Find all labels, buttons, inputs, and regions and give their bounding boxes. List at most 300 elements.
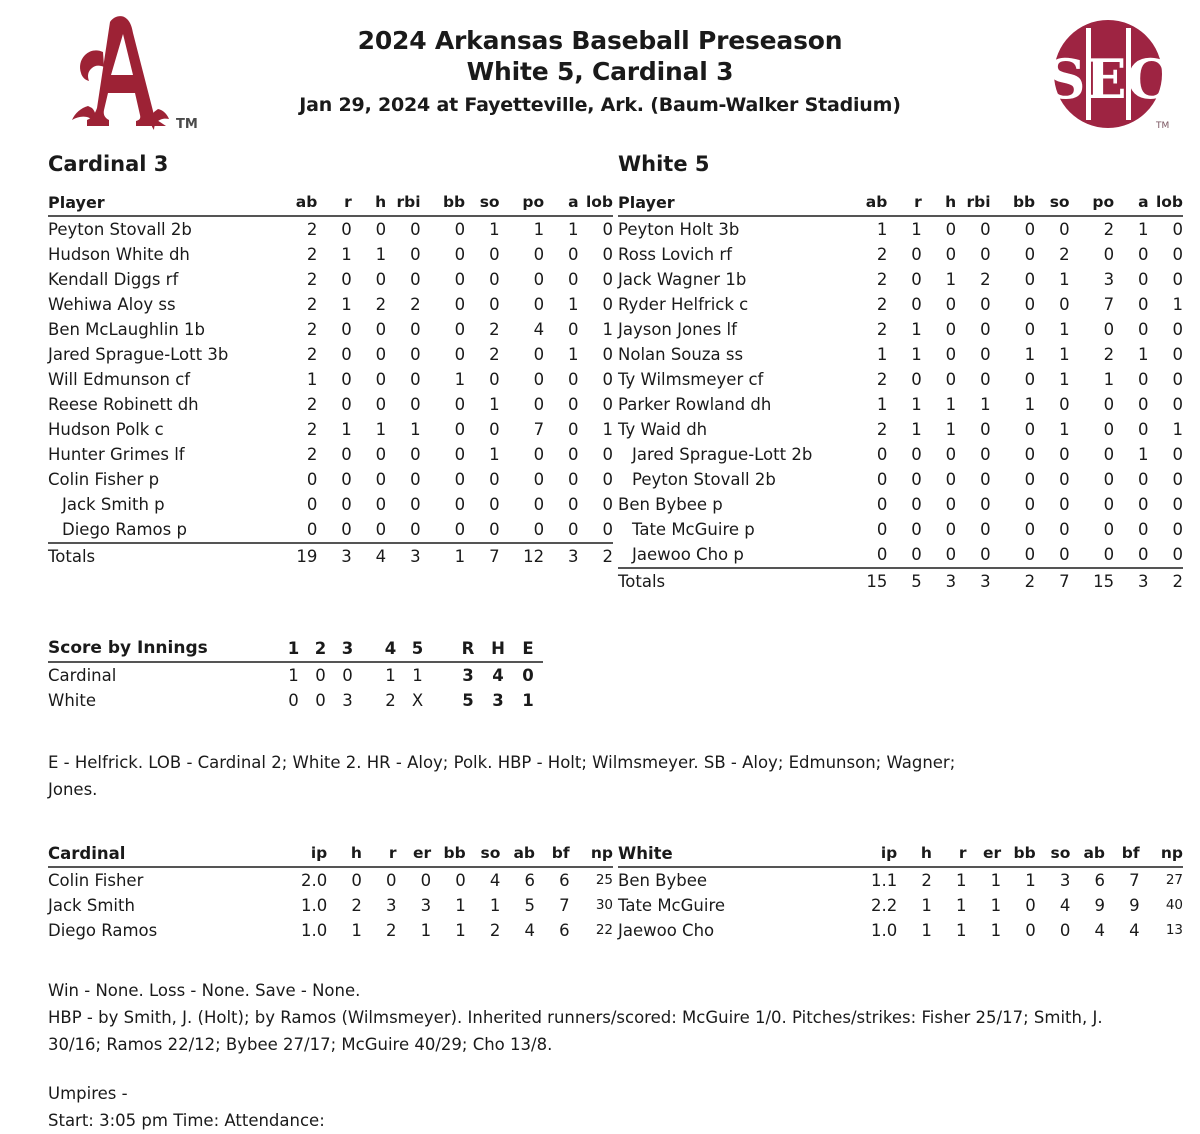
stat-np: 40 xyxy=(1165,897,1183,913)
stat-a: 0 xyxy=(1138,320,1149,339)
pitching-section xyxy=(48,841,1183,943)
column-spacer xyxy=(500,216,514,242)
stat-ab: 2 xyxy=(306,245,318,264)
innings-team-name: Cardinal xyxy=(48,666,117,685)
stat-bb: 0 xyxy=(1024,495,1036,514)
stat-lob: 0 xyxy=(602,270,613,289)
stat-rbi: 0 xyxy=(980,420,991,439)
totals-row xyxy=(618,568,1183,594)
stat-h: 1 xyxy=(945,270,957,289)
column-spacer xyxy=(991,492,1005,517)
white-pitching-table xyxy=(618,841,1183,943)
stat-so: 0 xyxy=(1059,470,1070,489)
stat-r: 1 xyxy=(341,420,352,439)
detail-notes: HBP - by Smith, J. (Holt); by Ramos (Wilmsmeyer). Inherited runners/scored: McGuire 1/0. Pitches/strikes: Fisher 25/17; Smith, J. 30/16; Ramos 22/12; Bybee 27/17; McGuire 40/29; Cho 13/8. xyxy=(48,1008,1103,1054)
column-header-h: h xyxy=(897,841,932,867)
stat-rbi: 1 xyxy=(410,420,421,439)
stat-ab: 2 xyxy=(306,420,318,439)
white-batting-block xyxy=(618,140,1183,594)
stat-bb: 0 xyxy=(454,220,466,239)
table-row xyxy=(48,517,613,543)
stat-lob: 0 xyxy=(1172,545,1183,564)
stat-bb: 0 xyxy=(1024,370,1036,389)
stat-ab: 4 xyxy=(524,921,535,940)
stat-bb: 0 xyxy=(454,520,466,539)
inning-header-4: 4 xyxy=(377,636,404,662)
stat-rbi: 0 xyxy=(410,370,421,389)
table-row xyxy=(618,492,1183,517)
inning-3-runs: 3 xyxy=(342,691,353,710)
column-spacer xyxy=(1070,267,1084,292)
player-name: Peyton Stovall 2b xyxy=(48,220,192,239)
table-row xyxy=(48,317,613,342)
stat-np: 30 xyxy=(595,897,613,913)
stat-so: 0 xyxy=(1059,295,1070,314)
stat-r: 0 xyxy=(341,370,352,389)
stat-po: 0 xyxy=(1103,245,1115,264)
pitcher-name: Jaewoo Cho xyxy=(618,921,715,940)
column-spacer xyxy=(1070,417,1084,442)
table-row xyxy=(48,893,613,918)
stat-lob: 0 xyxy=(1172,320,1183,339)
stat-rbi: 0 xyxy=(980,220,991,239)
stat-lob: 0 xyxy=(602,495,613,514)
stat-rbi: 0 xyxy=(980,370,991,389)
inning-header-1: 1 xyxy=(280,636,307,662)
stat-h: 1 xyxy=(945,420,957,439)
column-header-r: r xyxy=(932,841,967,867)
score-by-innings-section xyxy=(48,636,1152,713)
stat-rbi: 0 xyxy=(410,245,421,264)
stat-h: 1 xyxy=(921,896,932,915)
stat-bf: 6 xyxy=(559,921,570,940)
sec-logo-trademark: TM xyxy=(1156,121,1170,131)
column-spacer xyxy=(421,317,435,342)
stat-ab: 4 xyxy=(1094,921,1105,940)
inning-2-runs: 0 xyxy=(315,691,326,710)
stat-rbi: 0 xyxy=(980,345,991,364)
stat-rbi: 0 xyxy=(410,495,421,514)
stat-h: 0 xyxy=(375,445,387,464)
table-row xyxy=(618,417,1183,442)
stat-lob: 0 xyxy=(602,395,613,414)
stat-r: 0 xyxy=(911,520,922,539)
column-spacer xyxy=(991,568,1005,594)
stat-so: 1 xyxy=(1059,270,1070,289)
column-header-ab: ab xyxy=(1070,841,1105,867)
stat-r: 3 xyxy=(386,896,397,915)
stat-po: 0 xyxy=(533,295,545,314)
stat-bb: 0 xyxy=(454,420,466,439)
table-row xyxy=(48,442,613,467)
column-spacer xyxy=(500,292,514,317)
stat-po: 0 xyxy=(1103,320,1115,339)
page-title-line2: White 5, Cardinal 3 xyxy=(466,56,734,86)
stat-ip: 1.0 xyxy=(301,896,328,915)
stat-ab: 0 xyxy=(876,520,888,539)
stat-a: 0 xyxy=(568,420,579,439)
game-notes: E - Helfrick. LOB - Cardinal 2; White 2. HR - Aloy; Polk. HBP - Holt; Wilmsmeyer. SB - Aloy; Edmunson; Wagner; Jones. xyxy=(48,753,956,799)
stat-po: 3 xyxy=(1103,270,1115,289)
stat-a: 1 xyxy=(1138,220,1149,239)
stat-ab: 1 xyxy=(306,370,318,389)
stat-r: 0 xyxy=(386,871,397,890)
stat-bb: 0 xyxy=(1024,520,1036,539)
table-row xyxy=(48,342,613,367)
stat-r: 1 xyxy=(956,871,967,890)
arkansas-logo-trademark: TM xyxy=(176,117,198,132)
column-spacer xyxy=(991,517,1005,542)
stat-po: 0 xyxy=(533,445,545,464)
stat-so: 1 xyxy=(489,445,500,464)
stat-ab: 2 xyxy=(306,320,318,339)
stat-h: 0 xyxy=(945,245,957,264)
stat-h: 0 xyxy=(945,345,957,364)
player-name: Nolan Souza ss xyxy=(618,345,744,364)
stat-so: 0 xyxy=(489,495,500,514)
stat-bb: 0 xyxy=(454,470,466,489)
stat-h: 0 xyxy=(375,520,387,539)
stat-a: 0 xyxy=(568,320,579,339)
stat-so: 1 xyxy=(489,395,500,414)
cardinal-pitching-body xyxy=(48,867,613,943)
total-errors: 1 xyxy=(522,691,534,710)
stat-po: 0 xyxy=(1103,495,1115,514)
column-spacer xyxy=(991,216,1005,242)
total-hits: 4 xyxy=(492,666,504,685)
stat-r: 0 xyxy=(341,395,352,414)
stat-h: 1 xyxy=(921,921,932,940)
stat-rbi: 0 xyxy=(410,520,421,539)
column-header-h: h xyxy=(922,190,956,216)
stat-so: 0 xyxy=(1059,395,1070,414)
decision-line: Win - None. Loss - None. Save - None. xyxy=(48,981,361,1000)
stat-rbi: 1 xyxy=(980,395,991,414)
stat-po: 0 xyxy=(533,270,545,289)
column-spacer xyxy=(431,662,453,688)
sec-conference-logo xyxy=(1048,16,1172,140)
stat-lob: 0 xyxy=(1172,245,1183,264)
table-row xyxy=(618,392,1183,417)
column-header-lob: lob xyxy=(579,190,613,216)
stat-rbi: 0 xyxy=(410,470,421,489)
stat-ab: 2 xyxy=(876,320,888,339)
pitcher-name: Diego Ramos xyxy=(48,921,158,940)
stat-ab: 2 xyxy=(876,270,888,289)
stat-po: 0 xyxy=(533,395,545,414)
stat-r: 1 xyxy=(956,921,967,940)
stat-po: 4 xyxy=(533,320,545,339)
column-spacer xyxy=(421,417,435,442)
stat-r: 0 xyxy=(911,270,922,289)
column-header-so: so xyxy=(466,841,501,867)
stat-er: 1 xyxy=(420,921,432,940)
stat-h: 0 xyxy=(945,495,957,514)
table-row xyxy=(48,417,613,442)
inning-3-runs: 0 xyxy=(342,666,353,685)
stat-ab: 2 xyxy=(876,420,888,439)
player-name: Hudson Polk c xyxy=(48,420,164,439)
player-name: Ben McLaughlin 1b xyxy=(48,320,206,339)
stat-h: 0 xyxy=(945,220,957,239)
stat-a: 0 xyxy=(1138,370,1149,389)
column-spacer xyxy=(421,442,435,467)
stat-h: 0 xyxy=(375,320,387,339)
inning-4-runs: 1 xyxy=(385,666,396,685)
start-time-line: Start: 3:05 pm Time: Attendance: xyxy=(48,1111,325,1130)
column-header-r: r xyxy=(887,190,921,216)
column-spacer xyxy=(500,442,514,467)
stat-so: 0 xyxy=(1059,495,1070,514)
stat-so: 0 xyxy=(1059,921,1071,940)
stat-po: 0 xyxy=(533,345,545,364)
column-header-a: a xyxy=(1114,190,1148,216)
stat-r: 0 xyxy=(911,495,922,514)
stat-ab: 5 xyxy=(524,896,535,915)
stat-lob: 0 xyxy=(1172,470,1183,489)
column-spacer xyxy=(500,342,514,367)
column-header-player: Player xyxy=(618,190,853,216)
stat-h: 0 xyxy=(375,270,387,289)
total-runs: 3 xyxy=(462,666,474,685)
column-spacer xyxy=(421,492,435,517)
column-header-po: po xyxy=(514,190,544,216)
column-spacer xyxy=(1070,292,1084,317)
stat-h: 0 xyxy=(945,320,957,339)
column-spacer xyxy=(421,467,435,492)
cardinal-batting-body xyxy=(48,216,613,569)
stat-lob: 1 xyxy=(1172,295,1183,314)
stat-r: 1 xyxy=(341,245,352,264)
player-name: Ty Wilmsmeyer cf xyxy=(618,370,764,389)
column-header-bb: bb xyxy=(1001,841,1036,867)
table-row xyxy=(618,542,1183,568)
total-r: 3 xyxy=(317,543,351,569)
cardinal-batting-heading: Cardinal 3 xyxy=(48,152,169,176)
stat-np: 27 xyxy=(1165,872,1183,888)
stat-po: 7 xyxy=(1103,295,1115,314)
pitcher-name: Tate McGuire xyxy=(618,896,726,915)
player-name: Hunter Grimes lf xyxy=(48,445,185,464)
inning-header-5: 5 xyxy=(404,636,431,662)
stat-rbi: 0 xyxy=(410,270,421,289)
stat-h: 1 xyxy=(375,245,387,264)
stat-po: 0 xyxy=(1103,545,1115,564)
stat-er: 3 xyxy=(420,896,432,915)
stat-bf: 6 xyxy=(559,871,570,890)
inning-5-runs: X xyxy=(411,691,424,710)
stat-ab: 2 xyxy=(306,345,318,364)
inning-1-runs: 1 xyxy=(288,666,299,685)
column-header-bb: bb xyxy=(1005,190,1035,216)
table-row xyxy=(48,292,613,317)
inning-5-runs: 1 xyxy=(412,666,423,685)
cardinal-batting-table xyxy=(48,190,613,569)
stat-np: 25 xyxy=(595,872,613,888)
table-header-row xyxy=(618,841,1183,867)
white-pitching-body xyxy=(618,867,1183,943)
stat-bf: 7 xyxy=(1129,871,1140,890)
stat-a: 0 xyxy=(1138,270,1149,289)
stat-ab: 0 xyxy=(876,445,888,464)
column-spacer xyxy=(991,292,1005,317)
stat-lob: 0 xyxy=(1172,395,1183,414)
column-spacer xyxy=(421,216,435,242)
total-bb: 2 xyxy=(1005,568,1035,594)
stat-a: 0 xyxy=(1138,545,1149,564)
table-row xyxy=(618,292,1183,317)
innings-row xyxy=(48,662,543,688)
stat-ab: 0 xyxy=(876,545,888,564)
stat-po: 1 xyxy=(533,220,545,239)
footer-notes xyxy=(48,977,1152,1058)
column-header-np: np xyxy=(1140,841,1183,867)
stat-r: 1 xyxy=(911,345,922,364)
column-header-er: er xyxy=(967,841,1002,867)
table-header-row xyxy=(618,190,1183,216)
stat-rbi: 0 xyxy=(410,220,421,239)
stat-ab: 2 xyxy=(306,270,318,289)
column-spacer xyxy=(991,467,1005,492)
stat-lob: 0 xyxy=(602,470,613,489)
arkansas-razorbacks-a-logo xyxy=(48,8,198,134)
player-name: Jaewoo Cho p xyxy=(632,545,744,564)
stat-po: 7 xyxy=(533,420,545,439)
stat-ab: 1 xyxy=(876,220,888,239)
page-subtitle: Jan 29, 2024 at Fayetteville, Ark. (Baum-Walker Stadium) xyxy=(299,94,901,116)
stat-h: 0 xyxy=(351,871,362,890)
total-hits: 3 xyxy=(492,691,504,710)
column-spacer xyxy=(991,367,1005,392)
white-pitching-block xyxy=(618,841,1183,943)
column-spacer xyxy=(991,342,1005,367)
total-a: 3 xyxy=(1114,568,1148,594)
stat-h: 0 xyxy=(945,470,957,489)
column-spacer xyxy=(421,292,435,317)
stat-r: 1 xyxy=(911,420,922,439)
stat-ab: 1 xyxy=(876,345,888,364)
stat-r: 0 xyxy=(911,545,922,564)
player-name: Ty Waid dh xyxy=(618,420,708,439)
stat-bb: 0 xyxy=(1024,320,1036,339)
column-spacer xyxy=(991,317,1005,342)
stat-so: 0 xyxy=(489,295,500,314)
stat-a: 0 xyxy=(568,370,579,389)
stat-r: 0 xyxy=(911,245,922,264)
stat-po: 0 xyxy=(533,520,545,539)
total-po: 15 xyxy=(1084,568,1114,594)
stat-rbi: 0 xyxy=(980,545,991,564)
stat-so: 0 xyxy=(1059,220,1070,239)
column-header-bf: bf xyxy=(1105,841,1140,867)
stat-r: 0 xyxy=(341,520,352,539)
stat-r: 0 xyxy=(341,470,352,489)
stat-a: 0 xyxy=(568,245,579,264)
stat-so: 2 xyxy=(489,320,500,339)
stat-bb: 0 xyxy=(1024,270,1036,289)
column-spacer xyxy=(500,392,514,417)
title-block xyxy=(230,26,970,116)
stat-lob: 0 xyxy=(1172,220,1183,239)
stat-a: 0 xyxy=(1138,470,1149,489)
total-so: 7 xyxy=(1035,568,1069,594)
stat-a: 0 xyxy=(1138,520,1149,539)
stat-rbi: 0 xyxy=(980,245,991,264)
column-spacer xyxy=(421,392,435,417)
total-rbi: 3 xyxy=(956,568,990,594)
stat-bb: 1 xyxy=(454,370,466,389)
stat-lob: 0 xyxy=(602,370,613,389)
column-spacer xyxy=(421,367,435,392)
page-header xyxy=(0,0,1200,140)
sec-logo-text: SEC xyxy=(1048,47,1170,111)
player-name: Hudson White dh xyxy=(48,245,190,264)
stat-so: 0 xyxy=(489,370,500,389)
stat-ab: 0 xyxy=(876,495,888,514)
stat-ab: 2 xyxy=(876,370,888,389)
stat-lob: 0 xyxy=(1172,495,1183,514)
stat-ab: 9 xyxy=(1094,896,1105,915)
page-title-line1: 2024 Arkansas Baseball Preseason xyxy=(357,26,843,55)
stat-ab: 2 xyxy=(306,445,318,464)
stat-h: 0 xyxy=(375,345,387,364)
score-by-innings-table xyxy=(48,636,543,713)
inning-4-runs: 2 xyxy=(385,691,396,710)
total-bb: 1 xyxy=(435,543,465,569)
stat-r: 0 xyxy=(341,320,352,339)
stat-bb: 0 xyxy=(454,345,466,364)
stat-lob: 0 xyxy=(602,220,613,239)
stat-h: 1 xyxy=(945,395,957,414)
stat-ab: 0 xyxy=(306,495,318,514)
stat-lob: 0 xyxy=(1172,520,1183,539)
stat-ip: 2.2 xyxy=(871,896,898,915)
table-row xyxy=(618,893,1183,918)
stat-bb: 0 xyxy=(1025,896,1036,915)
stat-ip: 2.0 xyxy=(301,871,328,890)
stat-lob: 0 xyxy=(602,520,613,539)
column-header-ab: ab xyxy=(853,190,887,216)
column-spacer xyxy=(1070,568,1084,594)
table-row xyxy=(48,467,613,492)
column-header-bb: bb xyxy=(431,841,466,867)
stat-ab: 0 xyxy=(306,520,318,539)
stat-so: 1 xyxy=(1059,370,1070,389)
stat-so: 0 xyxy=(489,520,500,539)
column-spacer xyxy=(500,543,514,569)
stat-h: 0 xyxy=(375,470,387,489)
column-header-ab: ab xyxy=(500,841,535,867)
player-name: Tate McGuire p xyxy=(632,520,755,539)
stat-a: 0 xyxy=(568,495,579,514)
column-header-bf: bf xyxy=(535,841,570,867)
stat-r: 1 xyxy=(911,320,922,339)
stat-rbi: 0 xyxy=(980,320,991,339)
player-name: Jared Sprague-Lott 3b xyxy=(48,345,229,364)
column-spacer xyxy=(991,267,1005,292)
stat-r: 0 xyxy=(341,270,352,289)
stat-h: 2 xyxy=(351,896,362,915)
player-name: Colin Fisher p xyxy=(48,470,160,489)
column-header-r: r xyxy=(362,841,397,867)
stat-bb: 0 xyxy=(454,295,466,314)
player-name: Ross Lovich rf xyxy=(618,245,732,264)
totals-row xyxy=(48,543,613,569)
stat-po: 0 xyxy=(533,495,545,514)
column-spacer xyxy=(500,267,514,292)
stat-np: 13 xyxy=(1165,922,1183,938)
stat-po: 0 xyxy=(1103,520,1115,539)
